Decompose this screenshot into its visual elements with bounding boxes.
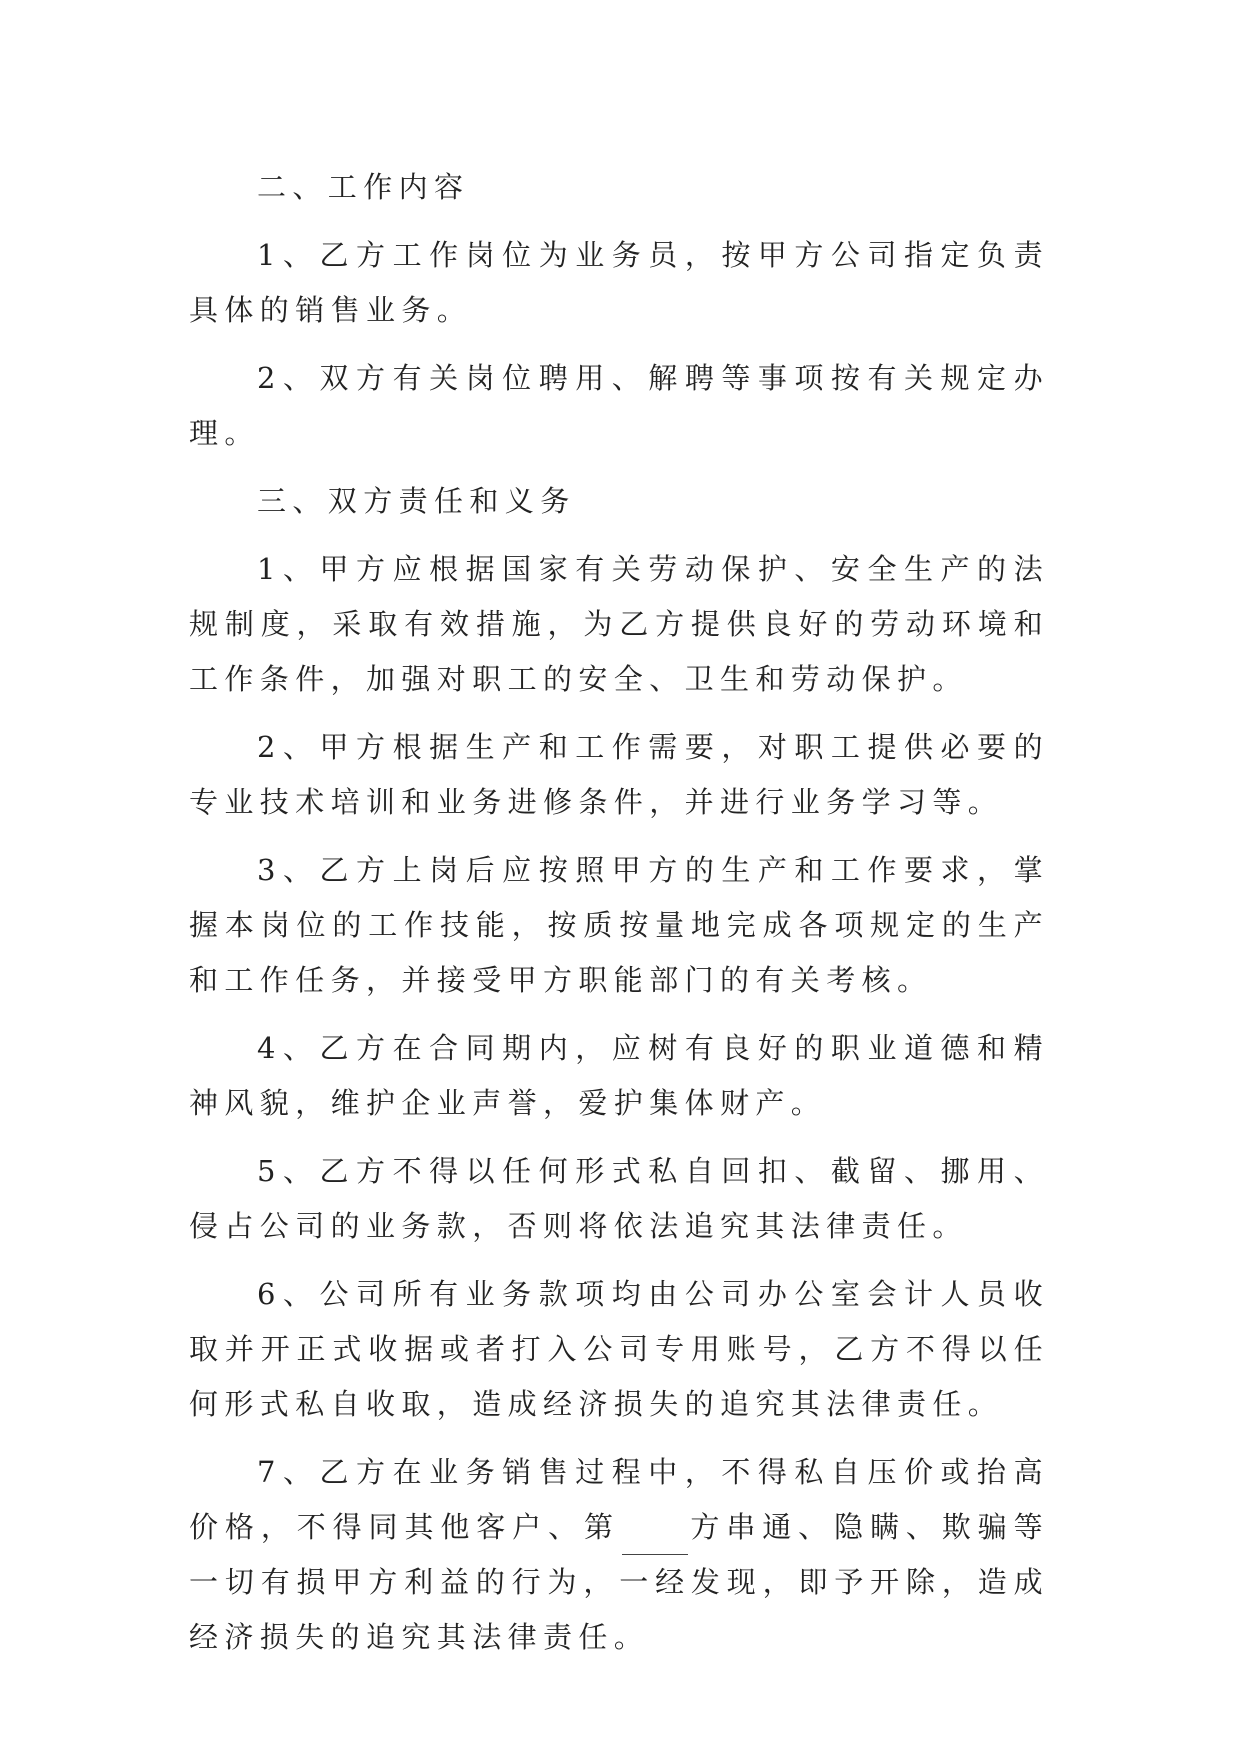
clause-3-7-text-after-blank: 方串通、隐瞒、欺骗等一切有损甲方利益的行为，一经发现，即予开除，造成经济损失的追究其法律责任。 — [189, 1510, 1049, 1654]
clause-2-2: 2、双方有关岗位聘用、解聘等事项按有关规定办理。 — [189, 361, 1049, 450]
clause-3-3: 3、乙方上岗后应按照甲方的生产和工作要求，掌握本岗位的工作技能，按质按量地完成各项规定的生产和工作任务，并接受甲方职能部门的有关考核。 — [189, 853, 1049, 997]
clause-3-7 — [189, 1445, 1049, 1665]
clause-3-2: 2、甲方根据生产和工作需要，对职工提供必要的专业技术培训和业务进修条件，并进行业务学习等。 — [189, 730, 1049, 819]
clause-3-4: 4、乙方在合同期内，应树有良好的职业道德和精神风貌，维护企业声誉，爱护集体财产。 — [189, 1031, 1049, 1120]
document-body — [189, 160, 1049, 1678]
fill-in-blank — [622, 1518, 688, 1555]
clause-3-5: 5、乙方不得以任何形式私自回扣、截留、挪用、侵占公司的业务款，否则将依法追究其法律责任。 — [189, 1154, 1049, 1243]
section-heading-responsibilities: 三、双方责任和义务 — [257, 484, 576, 518]
section-heading-work-content: 二、工作内容 — [257, 170, 470, 204]
clause-3-1: 1、甲方应根据国家有关劳动保护、安全生产的法规制度，采取有效措施，为乙方提供良好的劳动环境和工作条件，加强对职工的安全、卫生和劳动保护。 — [189, 552, 1049, 696]
clause-3-6: 6、公司所有业务款项均由公司办公室会计人员收取并开正式收据或者打入公司专用账号，乙方不得以任何形式私自收取，造成经济损失的追究其法律责任。 — [189, 1277, 1049, 1421]
clause-3-7-text-before-blank: 7、乙方在业务销售过程中，不得私自压价或抬高价格，不得同其他客户、第 — [189, 1455, 1049, 1544]
clause-2-1: 1、乙方工作岗位为业务员，按甲方公司指定负责具体的销售业务。 — [189, 238, 1049, 327]
